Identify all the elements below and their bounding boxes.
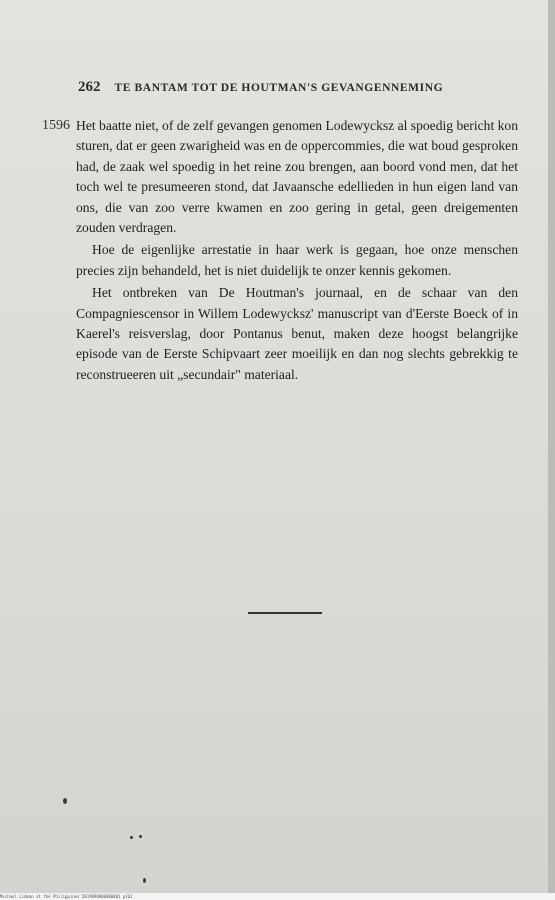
section-end-rule bbox=[248, 612, 322, 614]
paragraph-1: Het baatte niet, of de zelf gevangen genomen Lodewycksz al spoedig bericht kon sturen, dat er geen zwarigheid was en de oppercommies, die wat boud gesproken had, de zaak wel spoedig in het reine zou brengen, aan boord vond men, dat het toch wel te presumeeren stond, dat Javaansche edellieden in hun eigen land van ons, die van zoo verre kwamen en zoo gering in getal, geen dreigementen zouden verdragen. bbox=[76, 118, 519, 236]
running-title: TE BANTAM TOT DE HOUTMAN'S GEVANGENNEMING bbox=[114, 82, 444, 94]
paragraph-3: Het ontbreken van De Houtman's journaal, en de schaar van den Compagniescensor in Willem Lodewycksz' manuscript van d'Eerste Boeck of in Kaerel's reisverslag, door Pontanus benut, maken deze hoogst belangrijke episode van de Eerste Schipvaart zeer moeilijk en dan nog slechts gebrekkig te reconstrueeren uit „secundair" materiaal. bbox=[76, 285, 518, 382]
body-text bbox=[76, 116, 518, 385]
paragraph-2: Hoe de eigenlijke arrestatie in haar werk is gegaan, hoe onze menschen precies zijn behandeld, het is niet duidelijk te onzer kennis gekomen. bbox=[76, 242, 518, 278]
page-edge-shadow bbox=[548, 0, 555, 900]
scan-speck bbox=[143, 878, 146, 883]
scan-footer: Michael Lidman at the Philippines 2019090000000001 p262 bbox=[0, 893, 555, 900]
scan-speck bbox=[139, 835, 142, 838]
scan-speck bbox=[63, 798, 67, 804]
running-head bbox=[78, 78, 498, 96]
scan-speck bbox=[130, 836, 133, 839]
page-number: 262 bbox=[78, 79, 101, 95]
margin-year-note: 1596 bbox=[42, 118, 70, 133]
